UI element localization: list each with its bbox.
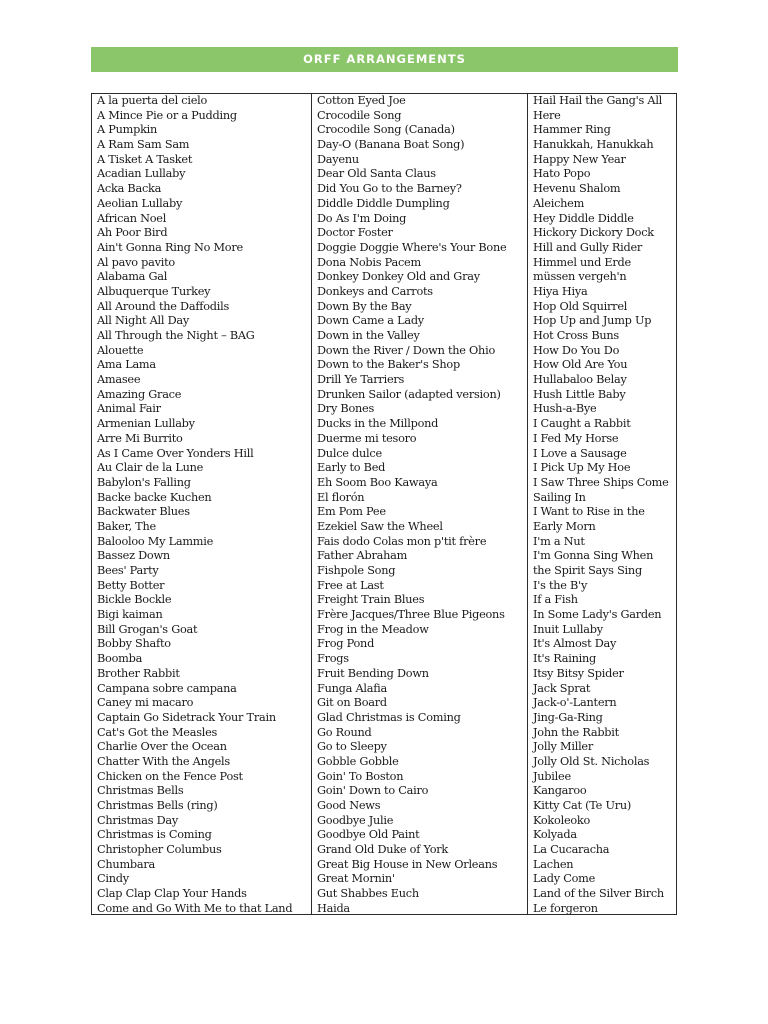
song-title: Grand Old Duke of York [317, 843, 449, 857]
song-title: Did You Go to the Barney? [317, 182, 462, 196]
song-title: Diddle Diddle Dumpling [317, 196, 450, 210]
song-column-2 [311, 94, 527, 914]
song-title: I'm Gonna Sing When [533, 549, 654, 563]
song-title: Babylon's Falling [97, 475, 191, 489]
song-title: Albuquerque Turkey [97, 284, 211, 298]
song-title: Bobby Shafto [97, 637, 171, 651]
song-title: Donkey Donkey Old and Gray [317, 270, 480, 284]
song-title: If a Fish [533, 593, 578, 607]
song-title: Boomba [97, 652, 143, 666]
song-title: Land of the Silver Birch [533, 887, 664, 901]
song-title: Alabama Gal [97, 270, 168, 284]
section-title-banner: ORFF ARRANGEMENTS [91, 47, 678, 72]
song-title: Frog Pond [317, 637, 375, 651]
song-title: Great Mornin' [317, 872, 395, 886]
song-title: Christmas Bells (ring) [97, 799, 218, 812]
song-title: I's the B'y [533, 578, 588, 592]
song-column-1 [92, 94, 311, 914]
song-title: Glad Christmas is Coming [317, 710, 461, 724]
song-title: Hot Cross Buns [533, 329, 619, 342]
song-title: I Fed My Horse [533, 431, 619, 445]
song-list-table [91, 93, 677, 915]
song-title: Great Big House in New Orleans [317, 857, 498, 871]
song-title: Here [533, 108, 561, 122]
song-title: A la puerta del cielo [97, 94, 208, 107]
song-title: Bickle Bockle [97, 593, 172, 607]
song-title: Itsy Bitsy Spider [533, 666, 624, 680]
song-title: Chatter With the Angels [97, 754, 230, 768]
song-title: It's Raining [533, 652, 597, 666]
song-title: Kokoleoko [533, 813, 591, 827]
song-title: Frog in the Meadow [317, 622, 429, 636]
song-title: Frogs [317, 652, 349, 666]
song-title: Down the River / Down the Ohio [317, 343, 495, 357]
song-title: Crocodile Song [317, 108, 402, 122]
song-title: Ezekiel Saw the Wheel [317, 519, 443, 533]
song-title: Down By the Bay [317, 299, 412, 313]
song-title: Bill Grogan's Goat [97, 622, 198, 636]
song-title: Christmas is Coming [97, 828, 212, 842]
song-title: Go to Sleepy [317, 740, 387, 754]
song-title: Cindy [97, 872, 129, 886]
song-title: Goodbye Julie [317, 813, 394, 827]
song-title: Come and Go With Me to that Land [97, 901, 293, 914]
song-title: Crocodile Song (Canada) [317, 123, 455, 137]
song-title: müssen vergeh'n [533, 270, 627, 284]
song-title: Freight Train Blues [317, 593, 425, 607]
song-title: Charlie Over the Ocean [97, 740, 227, 754]
song-title: Aeolian Lullaby [97, 196, 183, 210]
song-title: How Old Are You [533, 358, 628, 372]
song-title: Goodbye Old Paint [317, 828, 420, 842]
song-title: Good News [317, 799, 381, 812]
song-title: I Pick Up My Hoe [533, 461, 631, 475]
song-title: How Do You Do [533, 343, 620, 357]
song-title: Al pavo pavito [97, 255, 175, 269]
song-title: Aleichem [533, 196, 585, 210]
song-title: A Tisket A Tasket [97, 152, 193, 166]
song-title: Jack-o'-Lantern [533, 696, 617, 710]
song-title: Dulce dulce [317, 446, 382, 460]
song-title: Down Came a Lady [317, 314, 424, 328]
song-title: Chumbara [97, 857, 156, 871]
song-title: I'm a Nut [533, 534, 585, 548]
song-title: Hop Old Squirrel [533, 299, 628, 313]
song-title: Day-O (Banana Boat Song) [317, 138, 465, 152]
song-title: Inuit Lullaby [533, 622, 603, 636]
song-title: Do As I'm Doing [317, 211, 407, 225]
song-title: Goin' Down to Cairo [317, 784, 429, 798]
song-title: Bassez Down [97, 549, 170, 563]
song-title: Baker, The [97, 519, 156, 533]
song-title: Christopher Columbus [97, 843, 222, 857]
song-title: Doggie Doggie Where's Your Bone [317, 240, 507, 254]
song-title: All Around the Daffodils [97, 299, 230, 313]
song-title: Free at Last [317, 578, 384, 592]
song-title: Gobble Gobble [317, 754, 399, 768]
song-title: Himmel und Erde [533, 255, 631, 269]
song-title: Arre Mi Burrito [97, 431, 183, 445]
song-title: Kitty Cat (Te Uru) [533, 799, 632, 812]
song-title: Fishpole Song [317, 564, 396, 577]
song-title: African Noel [97, 211, 167, 225]
song-title: Christmas Bells [97, 784, 184, 798]
song-title: Em Pom Pee [317, 505, 386, 519]
song-title: Father Abraham [317, 549, 408, 563]
song-title: Hullabaloo Belay [533, 373, 627, 387]
song-title: Go Round [317, 725, 372, 739]
song-title: Eh Soom Boo Kawaya [317, 475, 438, 489]
song-title: Alouette [97, 343, 144, 357]
song-title: Hey Diddle Diddle [533, 211, 634, 225]
song-title: Early to Bed [317, 461, 386, 475]
song-title: I Love a Sausage [533, 446, 627, 460]
song-title: Jolly Miller [533, 740, 594, 754]
song-title: A Mince Pie or a Pudding [97, 108, 237, 122]
song-title: Hevenu Shalom [533, 182, 621, 196]
song-title: All Night All Day [97, 314, 190, 328]
song-title: La Cucaracha [533, 843, 610, 857]
song-title: Kangaroo [533, 784, 587, 798]
song-title: Captain Go Sidetrack Your Train [97, 710, 276, 724]
song-title: Backe backe Kuchen [97, 490, 212, 504]
song-title: Hail Hail the Gang's All [533, 94, 663, 107]
song-title: Hanukkah, Hanukkah [533, 138, 654, 152]
song-title: Acadian Lullaby [97, 167, 186, 181]
song-title: All Through the Night – BAG [97, 329, 255, 342]
song-title: Ain't Gonna Ring No More [97, 240, 243, 254]
song-title: Lachen [533, 857, 574, 871]
song-title: Bees' Party [97, 564, 159, 577]
song-title: Down in the Valley [317, 329, 420, 342]
song-title: Caney mi macaro [97, 696, 194, 710]
song-title: Ducks in the Millpond [317, 417, 439, 431]
song-title: Dry Bones [317, 402, 375, 416]
song-title: Hill and Gully Rider [533, 240, 643, 254]
song-title: Brother Rabbit [97, 666, 180, 680]
song-title: Jubilee [533, 769, 571, 783]
song-title: Fais dodo Colas mon p'tit frère [317, 534, 487, 548]
song-title: I Want to Rise in the [533, 505, 645, 519]
song-title: A Ram Sam Sam [97, 138, 190, 152]
song-title: Happy New Year [533, 152, 626, 166]
song-title: Hiya Hiya [533, 284, 588, 298]
song-title: Goin' To Boston [317, 769, 404, 783]
song-title: Hickory Dickory Dock [533, 226, 654, 240]
song-title: Sailing In [533, 490, 586, 504]
song-title: Le forgeron [533, 901, 598, 914]
song-title: Hammer Ring [533, 123, 611, 137]
song-title: Bigi kaiman [97, 608, 163, 622]
song-title: Lady Come [533, 872, 596, 886]
song-title: Jing-Ga-Ring [533, 710, 603, 724]
song-title: Doctor Foster [317, 226, 393, 240]
song-title: Backwater Blues [97, 505, 190, 519]
song-title: In Some Lady's Garden [533, 608, 662, 622]
song-title: As I Came Over Yonders Hill [97, 446, 254, 460]
song-title: John the Rabbit [533, 725, 619, 739]
song-title: Clap Clap Clap Your Hands [97, 887, 247, 901]
song-title: Gut Shabbes Euch [317, 887, 419, 901]
song-title: Dayenu [317, 152, 359, 166]
song-title: Ama Lama [97, 358, 156, 372]
song-title: Amasee [97, 373, 141, 387]
song-title: I Caught a Rabbit [533, 417, 631, 431]
song-title: Jolly Old St. Nicholas [533, 754, 650, 768]
song-title: Amazing Grace [97, 387, 182, 401]
song-title: Christmas Day [97, 813, 179, 827]
song-title: Dear Old Santa Claus [317, 167, 436, 181]
song-title: A Pumpkin [97, 123, 158, 137]
song-title: Acka Backa [97, 182, 162, 196]
song-title: Frère Jacques/Three Blue Pigeons [317, 608, 505, 622]
song-title: I Saw Three Ships Come [533, 475, 669, 489]
song-title: Drill Ye Tarriers [317, 373, 405, 387]
song-title: Hush-a-Bye [533, 402, 597, 416]
song-title: the Spirit Says Sing [533, 564, 642, 577]
song-title: Betty Botter [97, 578, 165, 592]
song-title: Cat's Got the Measles [97, 725, 218, 739]
song-title: Funga Alafia [317, 681, 387, 695]
song-title: El florón [317, 490, 365, 504]
song-title: Chicken on the Fence Post [97, 769, 243, 783]
song-title: Cotton Eyed Joe [317, 94, 406, 107]
song-title: Duerme mi tesoro [317, 431, 417, 445]
song-title: Hop Up and Jump Up [533, 314, 652, 328]
song-title: Hush Little Baby [533, 387, 626, 401]
song-title: Ah Poor Bird [97, 226, 168, 240]
song-title: Kolyada [533, 828, 577, 842]
song-title: Campana sobre campana [97, 681, 237, 695]
song-title: Drunken Sailor (adapted version) [317, 387, 501, 401]
song-title: Balooloo My Lammie [97, 534, 214, 548]
song-column-3 [527, 94, 676, 914]
song-title: Hato Popo [533, 167, 591, 181]
song-title: Jack Sprat [533, 681, 591, 695]
song-title: Au Clair de la Lune [97, 461, 204, 475]
song-title: Donkeys and Carrots [317, 284, 433, 298]
song-title: Git on Board [317, 696, 387, 710]
song-title: Dona Nobis Pacem [317, 255, 421, 269]
song-title: Fruit Bending Down [317, 666, 429, 680]
song-title: Down to the Baker's Shop [317, 358, 460, 372]
song-title: Early Morn [533, 519, 596, 533]
song-title: Armenian Lullaby [97, 417, 195, 431]
song-title: It's Almost Day [533, 637, 617, 651]
song-title: Animal Fair [97, 402, 161, 416]
song-title: Haida [317, 901, 350, 914]
